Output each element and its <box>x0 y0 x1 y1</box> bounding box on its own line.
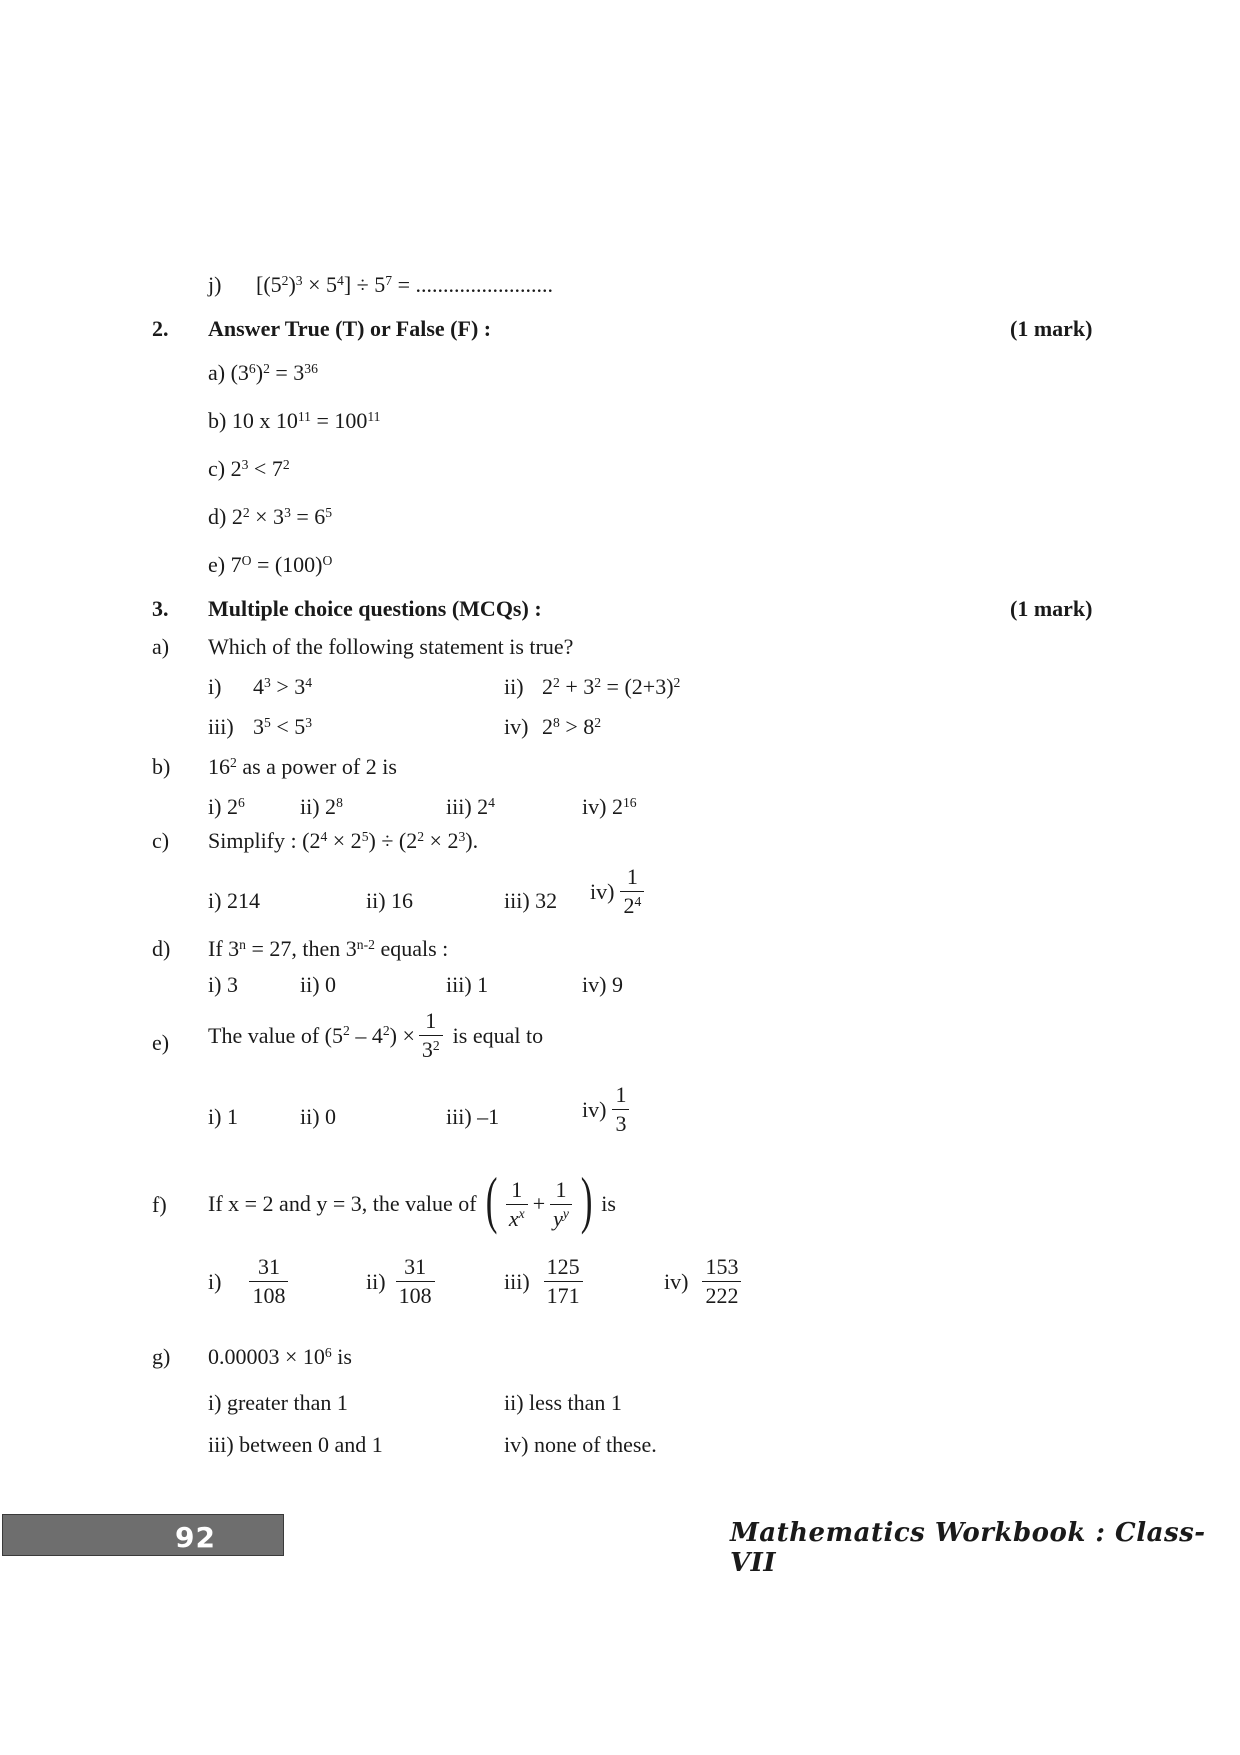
q3f-option-4: iv) $\frac{153}{222}$ <box>664 1256 745 1307</box>
q3e-fraction: $\frac{1}{3^2}$ <box>419 1010 443 1061</box>
q3-title: Multiple choice questions (MCQs) : <box>208 596 542 621</box>
q3e-option-4: iv) $\frac{1}{3}$ <box>582 1084 633 1135</box>
q2-item-d: d) $2^2 \times 3^3 = 6^5$ <box>208 504 333 529</box>
q3c-label: c) <box>152 828 170 853</box>
page-number-box <box>2 1514 284 1556</box>
q3a-label: a) <box>152 634 170 659</box>
q2-title: Answer True (T) or False (F) : <box>208 316 492 341</box>
q3c-option-2: ii) 16 <box>366 888 414 913</box>
q3c-option-1: i) 214 <box>208 888 260 913</box>
q3c-option-3: iii) 32 <box>504 888 558 913</box>
q3e-option-3: iii) –1 <box>446 1104 500 1129</box>
q3-marks: (1 mark) <box>1010 596 1093 621</box>
q3a-option-2: ii) $2^2 + 3^2 = (2+3)^2$ <box>504 674 681 699</box>
q3c-question: Simplify : $(2^4 \times 2^5) \div (2^2 \times 2^3)$. <box>208 828 479 853</box>
q3g-question: $0.00003 \times 10^6$ is <box>208 1344 352 1369</box>
page-number: 92 <box>175 1521 216 1554</box>
q3e-question: The value of $(5^2 - 4^2)$ × $\frac{1}{3^2}$ is equal to <box>208 1008 544 1062</box>
q3d-label: d) <box>152 936 171 961</box>
q3e-label: e) <box>152 1030 170 1055</box>
q3b-option-1: i) $2^6$ <box>208 794 245 819</box>
q3g-option-3: iii) between 0 and 1 <box>208 1432 383 1457</box>
q2-item-a: a) $(3^6)^2 = 3^{36}$ <box>208 360 318 385</box>
q3a-question: Which of the following statement is true? <box>208 634 574 659</box>
q3d-question: If $3^n = 27$, then 3$^{n-2}$ equals : <box>208 936 449 961</box>
q3b-option-2: ii) $2^8$ <box>300 794 343 819</box>
q2-item-e: e) $7^O = (100)^O$ <box>208 552 333 577</box>
q3g-option-1: i) greater than 1 <box>208 1390 348 1415</box>
q3f-question: If x = 2 and y = 3, the value of ( $\frac{1}{x^x}$ + $\frac{1}{y^y}$ ) is <box>208 1164 616 1235</box>
q3g-label: g) <box>152 1344 171 1369</box>
q3a-option-3: iii) $3^5 < 5^3$ <box>208 714 313 739</box>
q3d-option-1: i) 3 <box>208 972 238 997</box>
q3c-option-4-fraction: $\frac{1}{2^4}$ <box>620 866 644 917</box>
q3-number: 3. <box>152 596 169 621</box>
q3b-question: $16^2$ as a power of 2 is <box>208 754 397 779</box>
q1j-label: j) <box>208 272 222 297</box>
q3b-label: b) <box>152 754 171 779</box>
q3f-fraction-2: $\frac{1}{y^y}$ <box>550 1179 572 1230</box>
q2-marks: (1 mark) <box>1010 316 1093 341</box>
q3d-option-4: iv) 9 <box>582 972 623 997</box>
q3d-option-2: ii) 0 <box>300 972 337 997</box>
q1j-expression: $[(5^2)^3 \times 5^4] \div 5^7$ = ......................... <box>256 272 553 297</box>
q2-item-c: c) $2^3 < 7^2$ <box>208 456 290 481</box>
q3f-fraction-1: $\frac{1}{x^x}$ <box>506 1179 528 1230</box>
q3c-option-4: iv) $\frac{1}{2^4}$ <box>590 866 648 917</box>
q3b-option-3: iii) $2^4$ <box>446 794 495 819</box>
q3a-option-4: iv) $2^8 > 8^2$ <box>504 714 602 739</box>
q3b-option-4: iv) $2^{16}$ <box>582 794 637 819</box>
q3e-option-1: i) 1 <box>208 1104 238 1129</box>
book-title: Mathematics Workbook : Class-VII <box>730 1518 1206 1578</box>
q3f-option-1: i) $\frac{31}{108}$ <box>208 1256 292 1307</box>
q3g-option-4: iv) none of these. <box>504 1432 657 1457</box>
q3a-option-1: i) $4^3 > 3^4$ <box>208 674 313 699</box>
q2-number: 2. <box>152 316 169 341</box>
q3e-option-4-fraction: $\frac{1}{3}$ <box>612 1084 629 1135</box>
q3d-option-3: iii) 1 <box>446 972 489 997</box>
q3f-label: f) <box>152 1192 167 1217</box>
q3f-option-2: ii) $\frac{31}{108}$ <box>366 1256 439 1307</box>
q2-item-b: b) 10 x $10^{11} = 100^{11}$ <box>208 408 381 433</box>
q3g-option-2: ii) less than 1 <box>504 1390 622 1415</box>
q3f-option-3: iii) $\frac{125}{171}$ <box>504 1256 587 1307</box>
q3e-option-2: ii) 0 <box>300 1104 337 1129</box>
